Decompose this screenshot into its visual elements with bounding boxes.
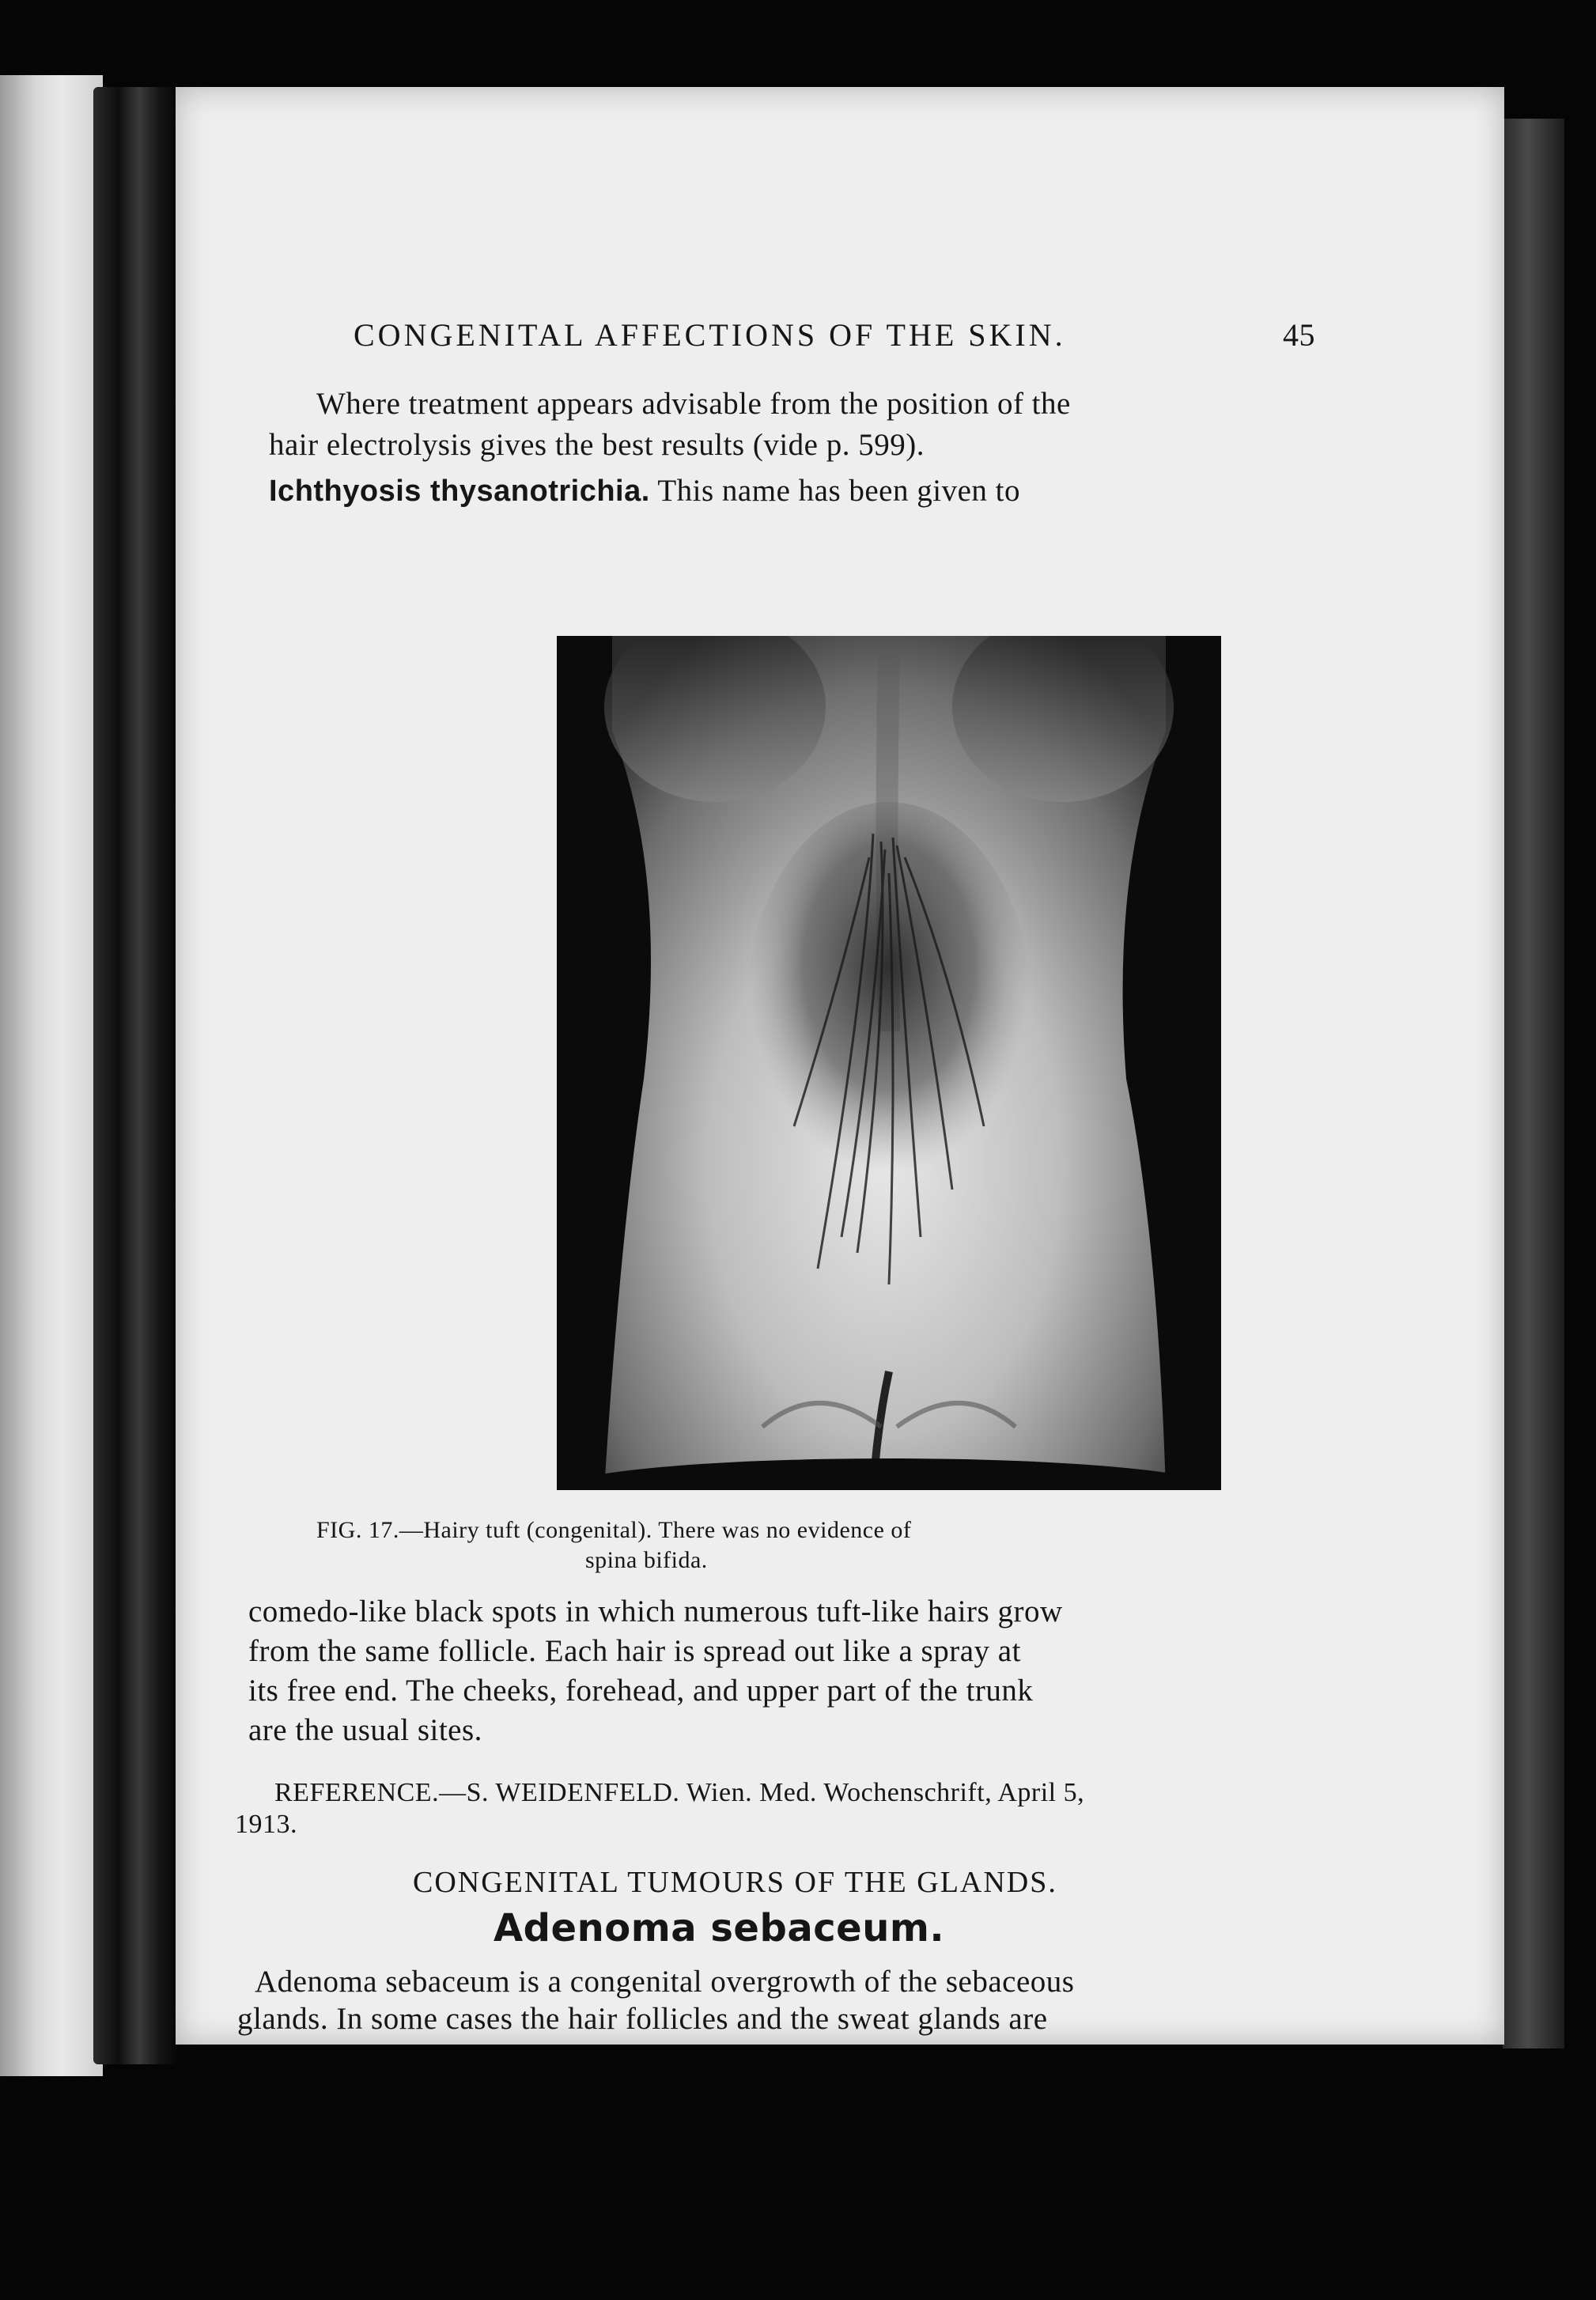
subsection-heading: Adenoma sebaceum. [494, 1906, 945, 1950]
page-number: 45 [1283, 317, 1315, 353]
section-heading: CONGENITAL TUMOURS OF THE GLANDS. [413, 1866, 1057, 1899]
figure-photograph [557, 636, 1221, 1490]
continuation-line-3: its free end. The cheeks, forehead, and upper part of the trunk [248, 1674, 1034, 1708]
intro-line-2: hair electrolysis gives the best results (vide p. 599). [269, 428, 925, 462]
reference-line-2: 1913. [235, 1810, 297, 1839]
book-page [176, 87, 1504, 2045]
back-photo-illustration [557, 636, 1221, 1490]
continuation-line-2: from the same follicle. Each hair is spread out like a spray at [248, 1634, 1021, 1668]
facing-page-edge [0, 75, 103, 2076]
adenoma-line-2: glands. In some cases the hair follicles and the sweat glands are [237, 2002, 1048, 2036]
right-cover-edge [1503, 119, 1564, 2048]
book-binding-gutter [93, 87, 176, 2064]
term-entry-text: This name has been given to [657, 474, 1020, 508]
continuation-line-4: are the usual sites. [248, 1713, 482, 1747]
term-entry-line [269, 473, 1020, 509]
reference-line-1: REFERENCE.—S. WEIDENFELD. Wien. Med. Wochenschrift, April 5, [274, 1778, 1085, 1807]
continuation-line-1: comedo-like black spots in which numerous tuft-like hairs grow [248, 1594, 1063, 1629]
figure-caption-line-2: spina bifida. [585, 1547, 708, 1573]
adenoma-line-1: Adenoma sebaceum is a congenital overgrowth of the sebaceous [255, 1965, 1075, 1999]
term-title: Ichthyosis thysanotrichia. [269, 475, 650, 508]
figure-caption-line-1: FIG. 17.—Hairy tuft (congenital). There was no evidence of [316, 1517, 912, 1543]
running-head: CONGENITAL AFFECTIONS OF THE SKIN. [354, 317, 1066, 353]
intro-line-1: Where treatment appears advisable from the position of the [316, 387, 1071, 421]
